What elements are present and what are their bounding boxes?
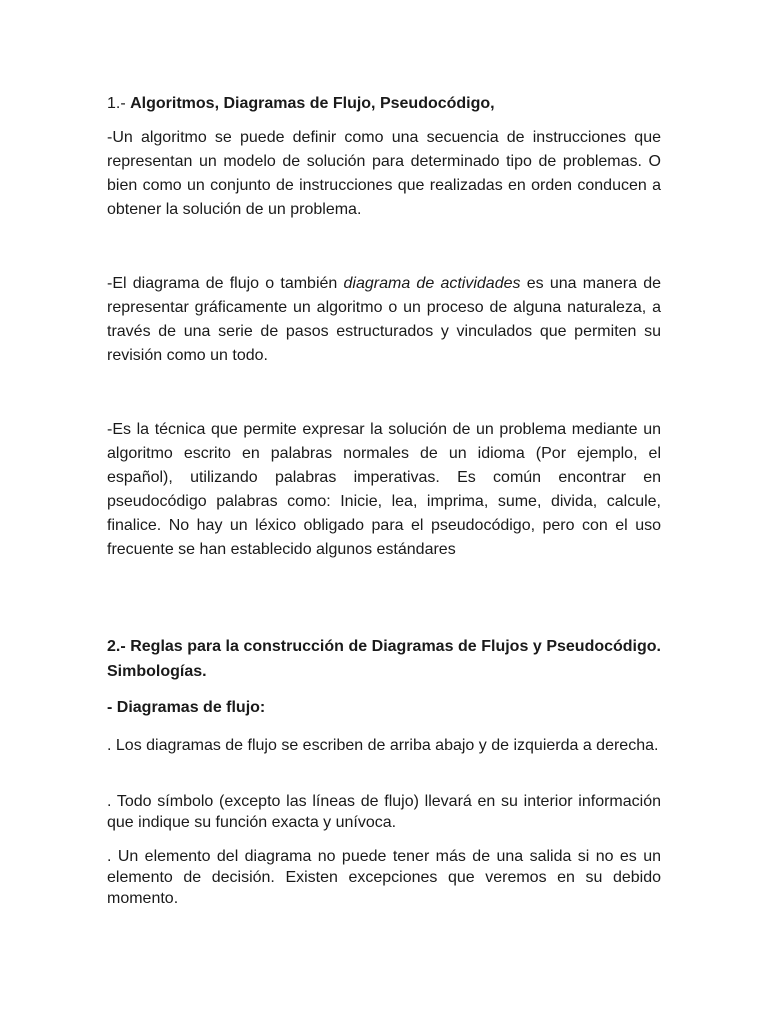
rule-2: . Todo símbolo (excepto las líneas de flujo) llevará en su interior información que indique su función exacta y unívoca. [107,793,661,831]
rule-1: . Los diagramas de flujo se escriben de arriba abajo y de izquierda a derecha. [107,737,659,754]
paragraph-diagrama-de-flujo [107,272,661,368]
rule-3: . Un elemento del diagrama no puede tener más de una salida si no es un elemento de decisión. Existen excepciones que veremos en su debido momento. [107,848,661,907]
section-1-number: 1.- [107,95,131,112]
section-1-heading [107,93,495,115]
section-2-heading: 2.- Reglas para la construcción de Diagramas de Flujos y Pseudocódigo. Simbologías. [107,638,661,680]
section-1-title: Algoritmos, Diagramas de Flujo, Pseudocódigo, [130,95,495,112]
paragraph-pseudocodigo: -Es la técnica que permite expresar la solución de un problema mediante un algoritmo escrito en palabras normales de un idioma (Por ejemplo, el español), utilizando palabras imperativas. Es común encontrar en pseudocódigo palabras como: Inicie, lea, imprima, sume, divida, calcule, finalice. No hay un léxico obligado para el pseudocódigo, pero con el uso frecuente se han establecido algunos estándares [107,421,661,558]
subheading-diagramas-de-flujo: - Diagramas de flujo: [107,699,266,716]
document-page [107,0,661,1024]
diagrama-italic-term: diagrama de actividades [343,275,521,292]
diagrama-text-after: es una manera de representar gráficamente un algoritmo o un proceso de alguna naturaleza, a través de una serie de pasos estructurados y vinculados que permiten su revisión como un todo. [107,275,661,364]
paragraph-algoritmo: -Un algoritmo se puede definir como una secuencia de instrucciones que representan un modelo de solución para determinado tipo de problemas. O bien como un conjunto de instrucciones que realizadas en orden conducen a obtener la solución de un problema. [107,129,661,218]
diagrama-text-before: -El diagrama de flujo o también [107,275,344,292]
